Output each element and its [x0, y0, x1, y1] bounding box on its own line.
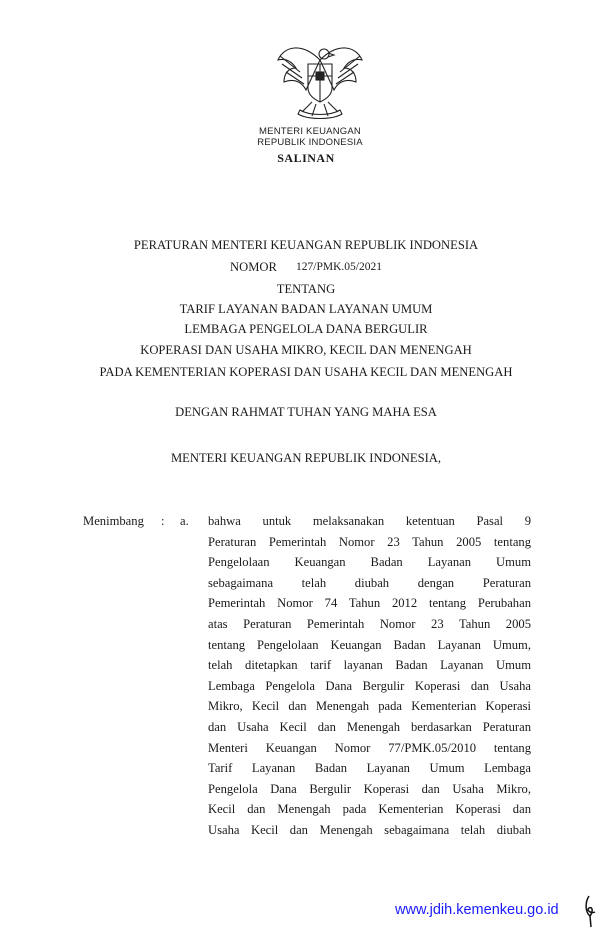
office-line2: REPUBLIK INDONESIA: [257, 137, 363, 148]
salinan-stamp: SALINAN: [277, 151, 335, 165]
invocation: DENGAN RAHMAT TUHAN YANG MAHA ESA: [175, 405, 437, 419]
office-line1: MENTERI KEUANGAN: [259, 126, 361, 137]
paragraph-line: Usaha Kecil dan Menengah sebagaimana telah diubah: [208, 823, 531, 837]
paragraph-line: sebagaimana telah diubah dengan Peraturan: [208, 575, 531, 590]
paragraph-line: Pengelola Dana Bergulir Koperasi dan Usaha Mikro,: [208, 781, 531, 796]
item-marker: a.: [180, 514, 189, 528]
paragraph-line: Pemerintah Nomor 74 Tahun 2012 tentang Perubahan: [208, 596, 531, 611]
issuer: MENTERI KEUANGAN REPUBLIK INDONESIA,: [170, 451, 442, 465]
paragraph-line: Kecil dan Menengah pada Kementerian Koperasi dan: [208, 802, 531, 817]
section-label-menimbang: Menimbang: [83, 514, 144, 528]
paragraph-line: Menteri Keuangan Nomor 77/PMK.05/2010 tentang: [208, 740, 531, 755]
initial-signature: [583, 894, 597, 928]
garuda-emblem: [272, 38, 368, 124]
paragraph-line: bahwa untuk melaksanakan ketentuan Pasal 9: [208, 514, 531, 528]
paragraph-line: tentang Pengelolaan Keuangan Badan Layanan Umum,: [208, 637, 531, 652]
nomor-label: NOMOR: [230, 260, 277, 274]
paragraph-line: telah ditetapkan tarif layanan Badan Layanan Umum: [208, 658, 531, 673]
paragraph-line: dan Usaha Kecil dan Menengah berdasarkan Peraturan: [208, 720, 531, 734]
paragraph-line: Pengelolaan Keuangan Badan Layanan Umum: [208, 555, 531, 570]
subject-line: LEMBAGA PENGELOLA DANA BERGULIR: [184, 322, 428, 336]
subject-line: KOPERASI DAN USAHA MIKRO, KECIL DAN MENENGAH: [140, 343, 472, 357]
paragraph-line: Lembaga Pengelola Dana Bergulir Koperasi dan Usaha: [208, 678, 531, 693]
subject-line: PADA KEMENTERIAN KOPERASI DAN USAHA KECIL DAN MENENGAH: [99, 365, 513, 379]
jdih-link[interactable]: www.jdih.kemenkeu.go.id: [395, 902, 559, 918]
regulation-title: PERATURAN MENTERI KEUANGAN REPUBLIK INDONESIA: [133, 238, 479, 252]
subject-line: TARIF LAYANAN BADAN LAYANAN UMUM: [179, 302, 433, 316]
paragraph-line: Mikro, Kecil dan Menengah pada Kementerian Koperasi: [208, 699, 531, 714]
nomor-value: 127/PMK.05/2021: [296, 261, 382, 273]
paragraph-line: Peraturan Pemerintah Nomor 23 Tahun 2005 tentang: [208, 534, 531, 549]
paragraph-line: Tarif Layanan Badan Layanan Umum Lembaga: [208, 761, 531, 776]
paragraph-line: atas Peraturan Pemerintah Nomor 23 Tahun 2005: [208, 617, 531, 631]
tentang-label: TENTANG: [276, 282, 336, 296]
colon: :: [161, 514, 165, 528]
